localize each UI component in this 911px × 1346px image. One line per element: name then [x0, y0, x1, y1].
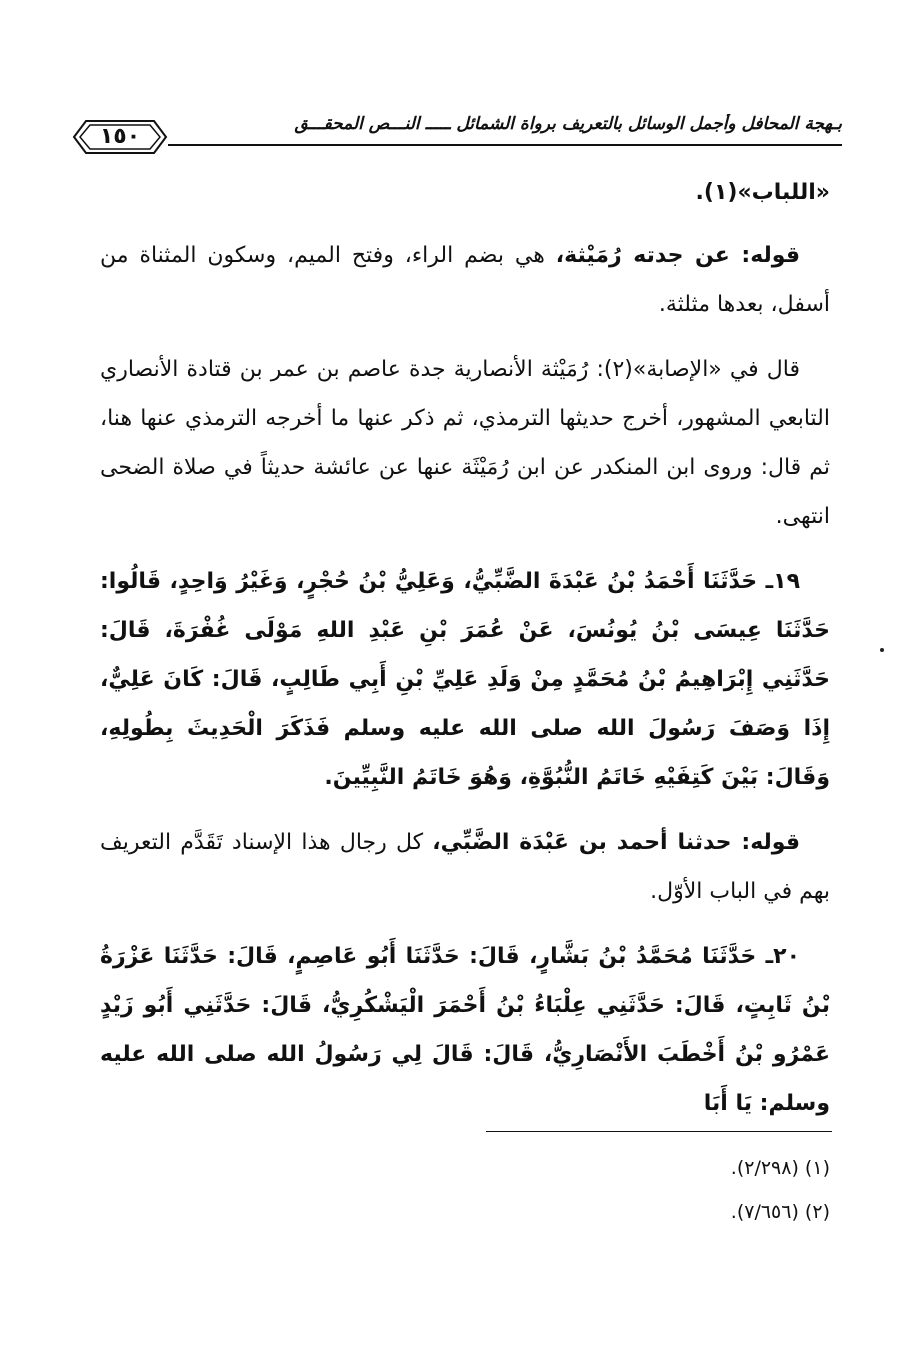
footnote-1: (١) (٢/٢٩٨).	[730, 1157, 830, 1179]
commentary-paragraph-1	[100, 231, 830, 329]
footnotes	[100, 1146, 830, 1234]
continuation-line: «اللباب»(١).	[695, 180, 830, 205]
commentary-paragraph-2: قال في «الإصابة»(٢): رُمَيْثة الأنصارية جدة عاصم بن عمر بن قتادة الأنصاري التابعي المشهور، أخرج حديثها الترمذي، ثم ذكر عنها ما أخرجه الترمذي عنها هنا، ثم قال: وروى ابن المنكدر عن ابن رُمَيْثَة عنها عن عائشة حديثاً في صلاة الضحى انتهى.	[100, 357, 830, 529]
commentary-lemma-1: قوله: عن جدته رُمَيْثة،	[555, 243, 801, 268]
commentary-paragraph-3	[100, 818, 830, 916]
commentary-lemma-3: قوله: حدثنا أحمد بن عَبْدَة الضَّبِّي،	[432, 830, 800, 855]
margin-dot	[880, 648, 884, 652]
page-header	[72, 100, 842, 164]
main-text	[100, 168, 830, 1144]
commentary-text-3: كل رجال هذا الإسناد تَقَدَّم التعريف بهم في الباب الأوّل.	[100, 830, 830, 904]
header-rule	[168, 144, 842, 146]
footnote-2: (٢) (٧/٦٥٦).	[730, 1201, 830, 1223]
commentary-text-1: هي بضم الراء، وفتح الميم، وسكون المثناة من أسفل، بعدها مثلثة.	[100, 243, 830, 317]
page-number: ١٥٠	[99, 124, 141, 149]
footnote-separator	[486, 1131, 832, 1132]
page-number-badge	[72, 118, 168, 156]
running-title: بـهجة المحافل وأجمل الوسائل بالتعريف برواة الشمائل ـــــ النـــص المحقـــق	[294, 114, 842, 134]
hadith-20: ٢٠ـ حَدَّثَنَا مُحَمَّدُ بْنُ بَشَّارٍ، قَالَ: حَدَّثَنَا أَبُو عَاصِمٍ، قَالَ: حَدَّثَنَا عَزْرَةُ بْنُ ثَابِتٍ، قَالَ: حَدَّثَنِي عِلْبَاءُ بْنُ أَحْمَرَ الْيَشْكُرِيُّ، قَالَ: حَدَّثَنِي أَبُو زَيْدٍ عَمْرُو بْنُ أَخْطَبَ الأَنْصَارِيُّ، قَالَ: قَالَ لِي رَسُولُ الله صلى الله عليه وسلم: يَا أَبَا	[100, 944, 830, 1116]
hadith-19: ١٩ـ حَدَّثَنَا أَحْمَدُ بْنُ عَبْدَةَ الضَّبِّيُّ، وَعَلِيُّ بْنُ حُجْرٍ، وَغَيْرُ وَاحِدٍ، قَالُوا: حَدَّثَنَا عِيسَى بْنُ يُونُسَ، عَنْ عُمَرَ بْنِ عَبْدِ اللهِ مَوْلَى غُفْرَةَ، قَالَ: حَدَّثَنِي إِبْرَاهِيمُ بْنُ مُحَمَّدٍ مِنْ وَلَدِ عَلِيِّ بْنِ أَبِي طَالِبٍ، قَالَ: كَانَ عَلِيٌّ، إِذَا وَصَفَ رَسُولَ الله صلى الله عليه وسلم فَذَكَرَ الْحَدِيثَ بِطُولِهِ، وَقَالَ: بَيْنَ كَتِفَيْهِ خَاتَمُ النُّبُوَّةِ، وَهُوَ خَاتَمُ النَّبِيِّينَ.	[100, 569, 830, 790]
